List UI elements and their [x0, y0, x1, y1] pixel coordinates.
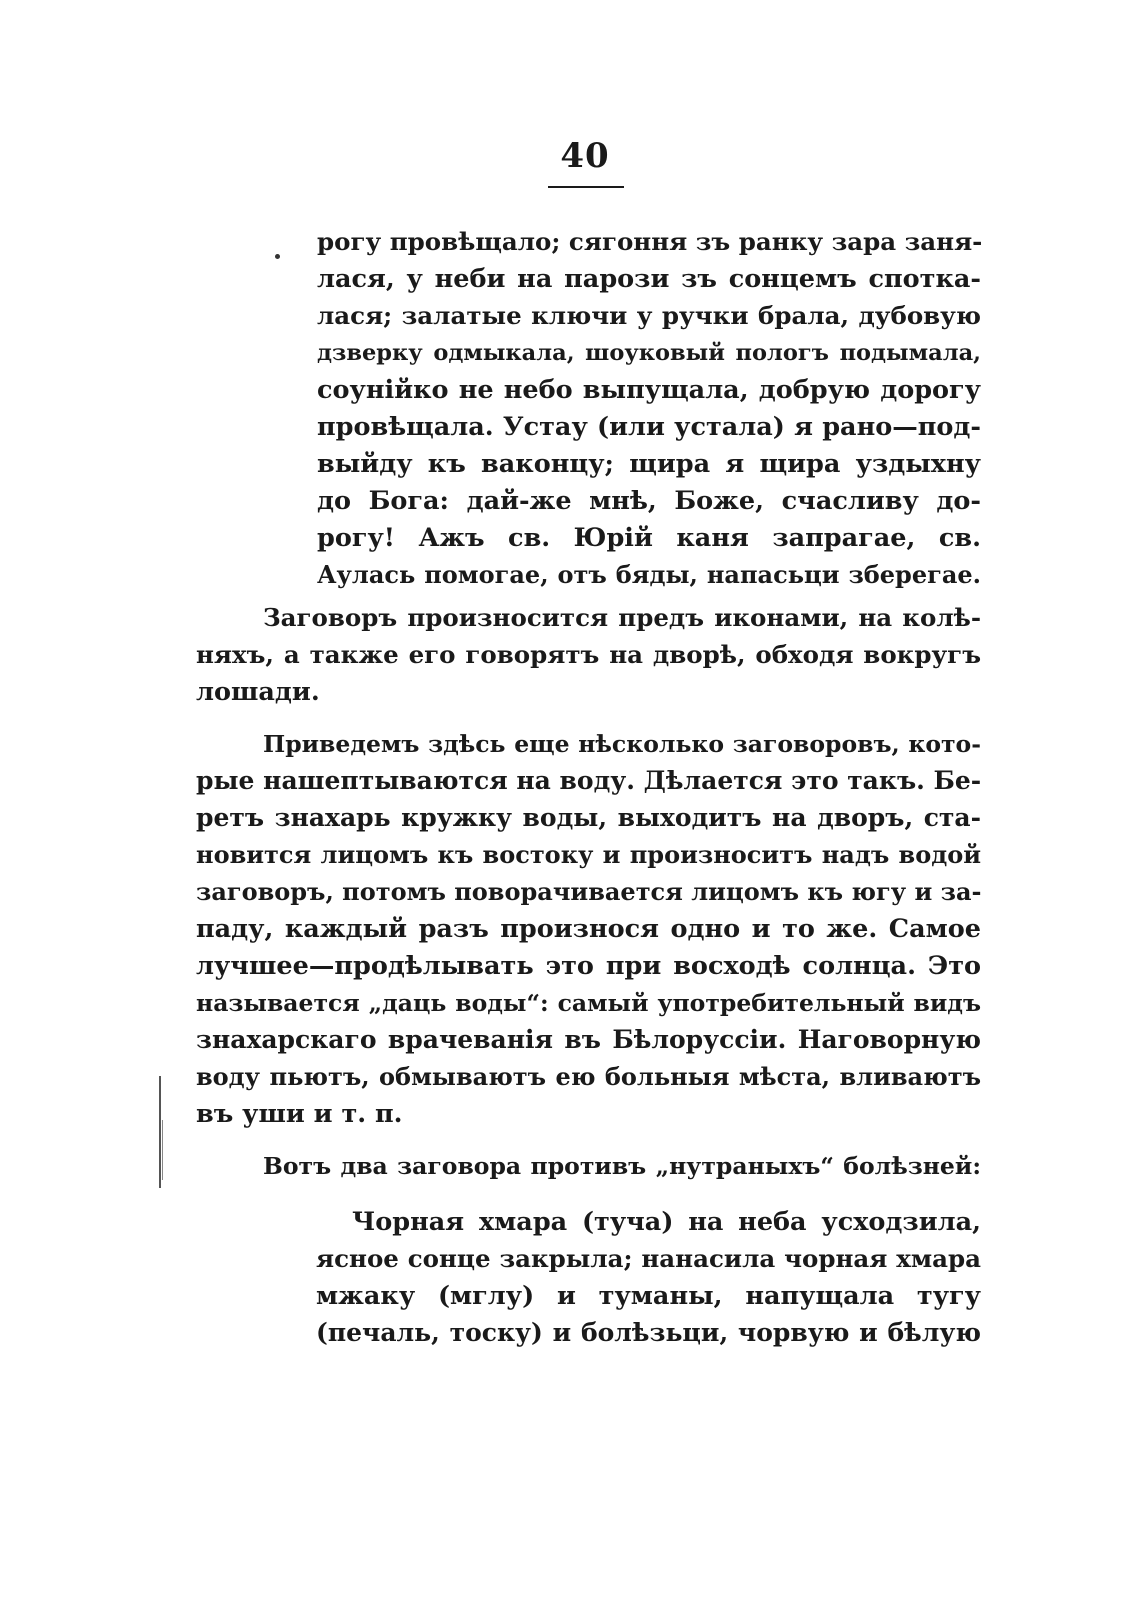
margin-mark: [162, 1120, 163, 1180]
text-line: Аулась помогае, отъ бяды, напасьци зберегае.: [317, 560, 981, 589]
text-line: лася, у неби на парози зъ сонцемъ спотка-: [317, 264, 981, 294]
text-line: Чорная хмара (туча) на неба усходзила,: [352, 1207, 981, 1237]
margin-dot: [275, 254, 280, 259]
text-line: воду пьютъ, обмываютъ ею больныя мѣста, вливаютъ: [196, 1062, 981, 1091]
text-line: знахарскаго врачеванія въ Бѣлоруссіи. Наговорную: [196, 1025, 981, 1054]
text-line: ясное сонце закрыла; нанасила чорная хмара: [316, 1244, 981, 1273]
text-line: Заговоръ произносится предъ иконами, на колѣ-: [263, 603, 981, 632]
text-line: паду, каждый разъ произнося одно и то же. Самое: [196, 914, 981, 944]
text-line: мжаку (мглу) и туманы, напущала тугу: [316, 1281, 981, 1311]
text-line: въ уши и т. п.: [196, 1099, 403, 1129]
text-line: дзверку одмыкала, шоуковый пологъ подымала,: [317, 340, 981, 366]
text-line: лошади.: [196, 677, 320, 707]
text-line: лучшее—продѣлывать это при восходѣ солнца. Это: [196, 951, 981, 981]
text-line: называется „даць воды“: самый употребительный видъ: [196, 989, 981, 1017]
text-line: новится лицомъ къ востоку и произноситъ надъ водой: [196, 840, 981, 869]
text-line: Вотъ два заговора противъ „нутраныхъ“ болѣзней:: [263, 1152, 981, 1180]
text-line: (печаль, тоску) и болѣзьци, чорвую и бѣлую: [316, 1318, 981, 1347]
text-line: заговоръ, потомъ поворачивается лицомъ къ югу и за-: [196, 877, 982, 906]
text-line: Приведемъ здѣсь еще нѣсколько заговоровъ, кото-: [263, 730, 981, 758]
text-line: рые нашептываются на воду. Дѣлается это такъ. Бе-: [196, 766, 982, 795]
text-line: няхъ, а также его говорятъ на дворѣ, обходя вокругъ: [196, 640, 981, 669]
text-line: лася; залатые ключи у ручки брала, дубовую: [317, 301, 981, 330]
page-number: 40: [560, 136, 610, 176]
text-line: выйду къ ваконцу; щира я щира уздыхну: [317, 449, 981, 479]
text-line: рогу провѣщало; сягоння зъ ранку зара заня-: [317, 227, 983, 256]
text-line: соунійко не небо выпущала, добрую дорогу: [317, 375, 981, 405]
text-line: ретъ знахарь кружку воды, выходитъ на дворъ, ста-: [196, 803, 981, 832]
margin-mark: [159, 1076, 161, 1188]
text-line: провѣщала. Устау (или устала) я рано—под-: [317, 412, 981, 442]
page-number-rule: [548, 186, 624, 188]
text-line: до Бога: дай-же мнѣ, Боже, счасливу до-: [317, 486, 981, 516]
text-line: рогу! Ажъ св. Юрій каня запрагае, св.: [317, 523, 981, 553]
